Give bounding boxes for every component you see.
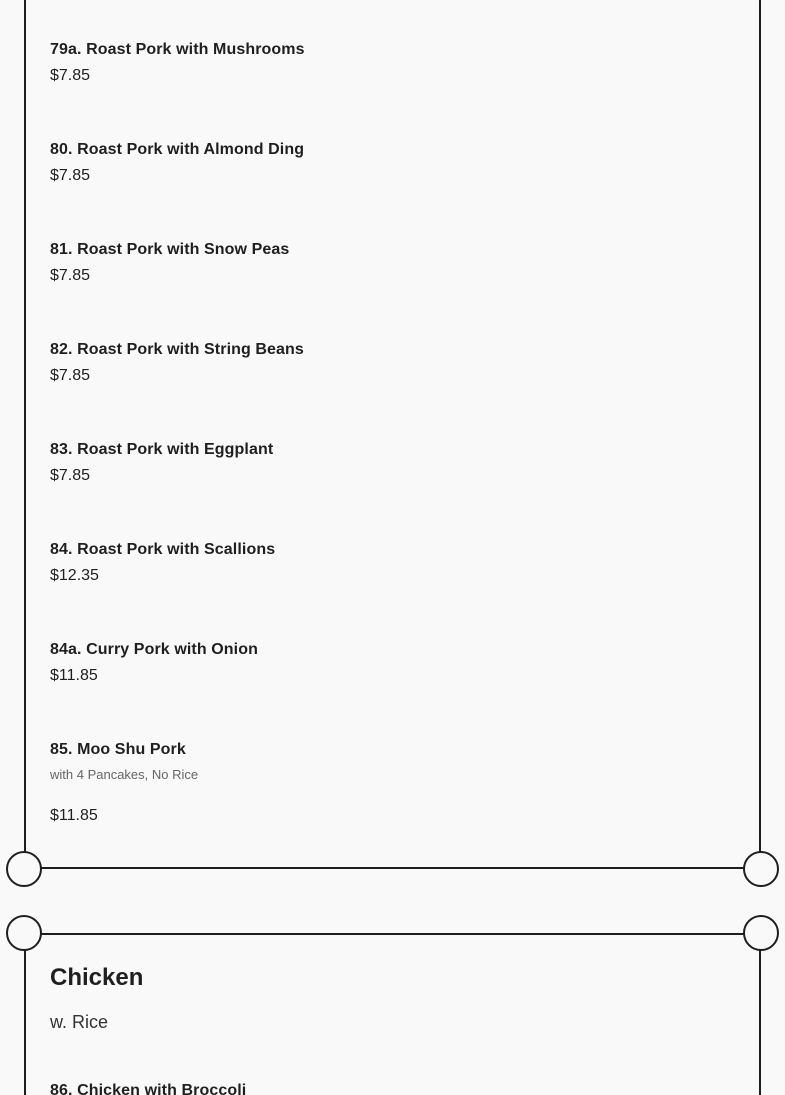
menu-item-price: $7.85 [50,267,91,284]
menu-item-84[interactable] [50,540,275,586]
menu-item-85[interactable] [50,740,198,826]
menu-item-price: $7.85 [50,67,91,84]
chicken-section-card [24,933,761,1095]
menu-item-81[interactable] [50,240,289,286]
menu-item-name: 83. Roast Pork with Eggplant [50,441,274,458]
card-corner-notch [6,851,42,887]
menu-item-name: 86. Chicken with Broccoli [50,1082,247,1095]
menu-item-price: $7.85 [50,467,91,484]
card-corner-notch [743,915,779,951]
menu-item-name: 79a. Roast Pork with Mushrooms [50,41,305,58]
menu-item-82[interactable] [50,340,304,386]
card-corner-notch [6,915,42,951]
menu-item-86[interactable] [50,1081,246,1095]
card-corner-notch [743,851,779,887]
menu-item-price: $11.85 [50,807,98,824]
menu-item-83[interactable] [50,440,273,486]
menu-item-price: $7.85 [50,367,91,384]
menu-item-price: $12.35 [50,567,99,584]
section-subtitle: w. Rice [50,1012,109,1032]
menu-item-84a[interactable] [50,640,258,686]
menu-item-name: 82. Roast Pork with String Beans [50,341,304,358]
menu-item-name: 84. Roast Pork with Scallions [50,541,276,558]
menu-item-price: $11.85 [50,667,98,684]
pork-section-card [24,0,761,869]
menu-item-name: 81. Roast Pork with Snow Peas [50,241,290,258]
menu-item-price: $7.85 [50,167,91,184]
menu-item-name: 84a. Curry Pork with Onion [50,641,258,658]
section-title: Chicken [50,964,144,991]
menu-item-80[interactable] [50,140,304,186]
menu-item-name: 80. Roast Pork with Almond Ding [50,141,305,158]
menu-item-description: with 4 Pancakes, No Rice [50,767,199,782]
menu-item-79a[interactable] [50,40,305,86]
menu-item-name: 85. Moo Shu Pork [50,741,186,758]
